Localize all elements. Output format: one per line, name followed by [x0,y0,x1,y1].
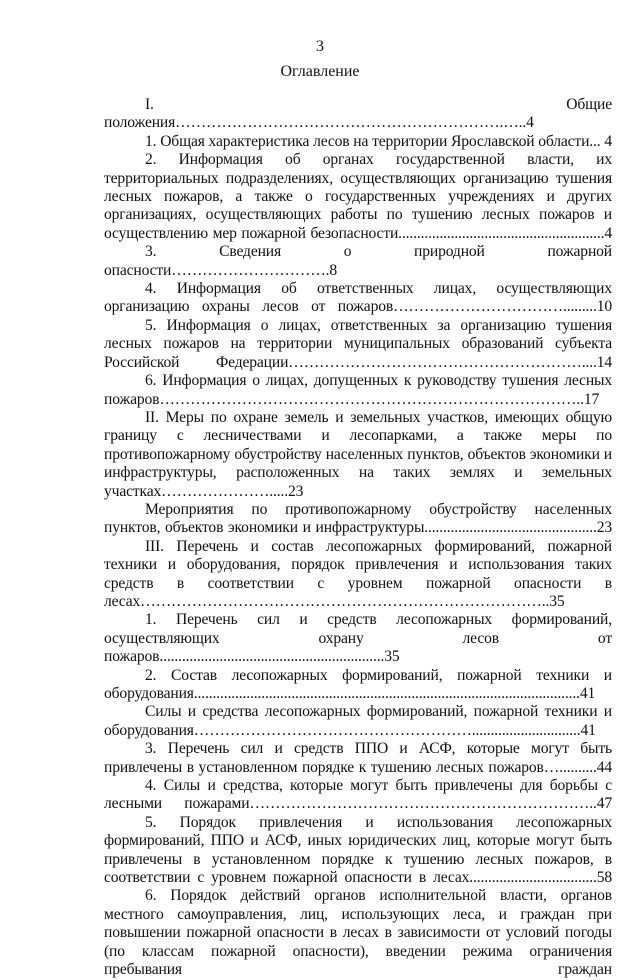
toc-entry-general-provisions: I. Общие положения……………………………………………………….…..4 [104,96,612,132]
toc-entry-ppo-asf-list: 3. Перечень сил и средств ППО и АСФ, которые могут быть привлечены в установленном порядке к тушению лесных пожаров…..........44 [104,740,612,776]
toc-entry-forces-list: 1. Перечень сил и средств лесопожарных формирований, осуществляющих охрану лесов от пожаров............................................................35 [104,611,612,666]
toc-entry-responsible-persons: 4. Информация об ответственных лицах, осуществляющих организацию охраны лесов от пожаров…………………………….........10 [104,280,612,316]
toc-entry-formations-composition: 2. Состав лесопожарных формирований, пожарной техники и оборудования.......................................................................................................41 [104,666,612,702]
toc-entry-municipal-responsible: 5. Информация о лицах, ответственных за организацию тушения лесных пожаров на территории муниципальных образований субъекта Российской Федерации…………………………………………………....14 [104,316,612,371]
page-number: 3 [316,38,324,55]
toc-entry-fire-formations-list: III. Перечень и состав лесопожарных формирований, пожарной техники и оборудования, порядок привлечения и использования таких средств в соответствии с уровнем пожарной опасности в лесах……………………………………………………………………..35 [104,537,612,610]
toc-entry-fire-prevention-arrangements: Мероприятия по противопожарному обустройству населенных пунктов, объектов экономики и инфраструктуры..............................................23 [104,500,612,537]
table-of-contents [104,96,612,980]
toc-entry-involvement-procedure: 5. Порядок привлечения и использования лесопожарных формирований, ППО и АСФ, иных юридических лиц, которые могут быть привлечены в установленном порядке к тушению лесных пожаров, в соответствии с уровнем пожарной опасности в лесах..................................58 [104,813,612,887]
page-title: Оглавление [280,63,360,80]
toc-entry-forest-characteristics: 1. Общая характеристика лесов на территории Ярославской области... 4 [145,132,612,150]
toc-entry-action-procedure: 6. Порядок действий органов исполнительной власти, органов местного самоуправления, лиц, использующих леса, и граждан при повышении пожарной опасности в лесах в зависимости от условий погоды (по классам пожарной опасности), введении режима ограничения пребывания граждан [104,887,612,979]
toc-entry-state-authorities: 2. Информация об органах государственной власти, их территориальных подразделениях, осуществляющих организацию тушения лесных пожаров, а также о государственных учреждениях и других организациях, осуществляющих работы по тушению лесных пожаров и осуществлению мер пожарной безопасности.......................................................4 [104,151,612,242]
toc-entry-natural-fire-hazard: 3. Сведения о природной пожарной опасности………………………….8 [104,243,612,279]
toc-entry-forces-and-equipment: Силы и средства лесопожарных формирований, пожарной техники и оборудования……………………………………………….............................41 [104,703,612,739]
toc-entry-additional-forces: 4. Силы и средства, которые могут быть привлечены для борьбы с лесными пожарами…………………………………………………………..47 [104,777,612,813]
toc-entry-firefighting-leaders: 6. Информация о лицах, допущенных к руководству тушения лесных пожаров………………………………………………………………………..17 [104,372,612,408]
toc-entry-land-protection-measures: II. Меры по охране земель и земельных участков, имеющих общую границу с лесничествами и лесопарками, а также меры по противопожарному обустройству населенных пунктов, объектов экономики и инфраструктуры, расположенных на таких землях и земельных участках………………….....23 [104,408,612,500]
